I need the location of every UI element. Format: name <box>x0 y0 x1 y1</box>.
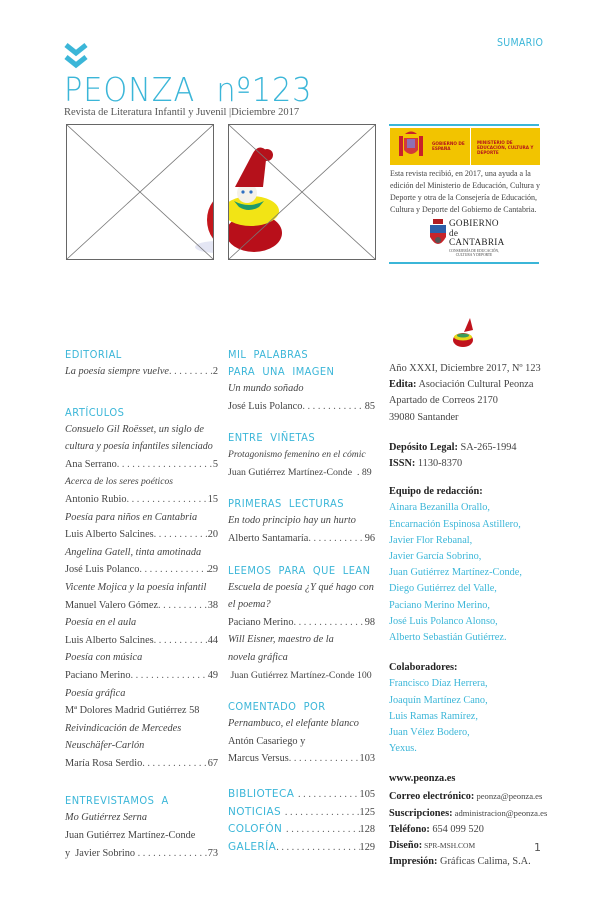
issue-line: Año XXXI, Diciembre 2017, Nº 123 <box>389 363 541 374</box>
heading-mil-palabras: MIL PALABRAS <box>228 348 309 361</box>
email-link[interactable]: peonza@peonza.es <box>474 790 543 801</box>
editor-name: Juan Gutiérrez Martínez-Conde, <box>389 567 522 579</box>
cantabria-sub2: CULTURA Y DEPORTE <box>455 253 493 258</box>
toc-entry[interactable]: Ana Serrano . . . 5 <box>65 456 218 474</box>
cantabria-line1: GOBIERNO <box>449 218 499 228</box>
section-label: SUMARIO <box>497 37 544 49</box>
collaborator-name: Luis Ramas Ramírez, <box>389 710 478 722</box>
editor-name: Alberto Sebastián Gutiérrez. <box>389 632 507 644</box>
image-placeholder-left <box>66 124 214 260</box>
gov-spain-banner <box>390 128 540 165</box>
colophon-info: Año XXXI, Diciembre 2017, Nº 123 Edita: Asociación Cultural Peonza Apartado de Correos 2170 39080 Santander Depósito Legal: SA-265-1994 ISSN: 1130-8370 Equipo de redacción: Ainara Bezanilla Orallo, Encarnación Espinosa Astillero, Javier Flor Rebanal, Javier García Sobrino, Juan Gutiérrez Martínez-Conde, Diego Gutiérrez del Valle, Paciano Merino Merino, José Luis Polanco Alonso, Alberto Sebastián Gutiérrez. Colaboradores: Francisco Díaz Herrera, Joaquín Martínez Cano, Luis Ramas Ramírez, Juan Vélez Bodero, Yexus. www.peonza.es Correo electrónico: peonza@peonza.es Suscripciones: administracion@peonza.es Teléfono: 654 099 520 Diseño: SPR-MSH.COM Impresión: Gráficas Calima, S.A. <box>389 361 579 871</box>
editor-name: Paciano Merino Merino, <box>389 599 490 611</box>
toc-entry[interactable]: Juan Gutiérrez Martínez-Conde . 89 <box>228 466 372 478</box>
toc-entry[interactable]: Marcus Versus . . . 103 <box>228 750 375 768</box>
cantabria-line2: de <box>449 227 459 238</box>
magazine-subtitle: Revista de Literatura Infantil y Juvenil |Diciembre 2017 <box>64 107 300 118</box>
toc-column-1: EDITORIAL La poesía siempre vuelve . . . 2 ARTÍCULOS Consuelo Gil Roësset, un siglo de cultura y poesía infantiles silenciado Ana Serrano . . . 5 Acerca de los seres poéticos Antonio Rubio . . . 15 Poesía para niños en Cantabria Luis Alberto Salcines . . . 20 Angelina Gatell, tinta amotinada José Luis Polanco . . . 29 Vicente Mojica y la poesía infantil Manuel Valero Gómez . . . 38 Poesía en el aula Luis Alberto Salcines . . . 44 Poesía con música Paciano Merino . . . 49 Poesía gráfica Mª Dolores Madrid Gutiérrez 58 Reivindicación de Mercedes Neuschäfer-Carlón María Rosa Serdio . . . 67 ENTREVISTAMOS A Mo Gutiérrez Serna Juan Gutiérrez Martínez-Conde y Javier Sobrino . . . 73 <box>65 346 218 862</box>
toc-section-noticias[interactable]: NOTICIAS . . . 125 <box>228 804 375 822</box>
toc-entry[interactable]: José Luis Polanco . . . 29 <box>65 561 218 579</box>
toc-entry[interactable]: y Javier Sobrino . . . 73 <box>65 845 218 863</box>
divider-top <box>389 124 539 126</box>
collaborator-name: Yexus. <box>389 743 417 755</box>
cantabria-logo <box>429 219 529 259</box>
collaborator-name: Juan Vélez Bodero, <box>389 727 470 739</box>
broken-image-icon <box>67 125 213 259</box>
toc-column-2: MIL PALABRAS PARA UNA IMAGEN Un mundo soñado José Luis Polanco . . . 85 ENTRE VIÑETAS Protagonismo femenino en el cómic Juan Gutiérrez Martínez-Conde . 89 PRIMERAS LECTURAS En todo principio hay un hurto Alberto Santamaría . . . 96 LEEMOS PARA QUE LEAN Escuela de poesía ¿Y qué hago con el poema? Paciano Merino . . . 98 Will Eisner, maestro de la novela gráfica Juan Gutiérrez Martínez-Conde 100 COMENTADO POR Pernambuco, el elefante blanco Antón Casariego y Marcus Versus . . . 103 BIBLIOTECA . . . 105 NOTICIAS . . . 125 COLOFÓN . . . 128 GALERÍA . . . 129 <box>228 346 375 856</box>
double-chevron-down-icon <box>63 42 89 70</box>
gov-spain-label: GOBIERNO DE ESPAÑA <box>432 141 465 151</box>
page-number: 1 <box>534 841 541 854</box>
editor-name: Ainara Bezanilla Orallo, <box>389 502 490 514</box>
collaborator-name: Joaquín Martínez Cano, <box>389 694 488 706</box>
toc-entry[interactable]: Mª Dolores Madrid Gutiérrez 58 <box>65 705 200 717</box>
toc-entry[interactable]: Luis Alberto Salcines . . . 20 <box>65 526 218 544</box>
cantabria-sub1: CONSEJERÍA DE EDUCACIÓN, <box>448 249 499 253</box>
toc-entry[interactable]: Paciano Merino . . . 49 <box>65 667 218 685</box>
toc-section-galeria[interactable]: GALERÍA . . . 129 <box>228 839 375 857</box>
toc-section-biblioteca[interactable]: BIBLIOTECA . . . 105 <box>228 786 375 804</box>
image-placeholder-right <box>228 124 376 260</box>
heading-entre-vinetas: ENTRE VIÑETAS <box>228 431 316 445</box>
subscriptions-email-link[interactable]: administracion@peonza.es <box>452 807 548 818</box>
heading-comentado: COMENTADO POR <box>228 700 326 714</box>
editor-name: Javier Flor Rebanal, <box>389 534 473 546</box>
cantabria-line3: CANTABRIA <box>449 237 505 248</box>
toc-section-colofon[interactable]: COLOFÓN . . . 128 <box>228 821 375 839</box>
editor-name: José Luis Polanco Alonso, <box>389 615 498 627</box>
heading-primeras-lecturas: PRIMERAS LECTURAS <box>228 497 345 511</box>
spinning-top-small-image <box>452 316 478 350</box>
magazine-title: PEONZA nº123 <box>64 70 313 109</box>
toc-entry[interactable]: Paciano Merino . . . 98 <box>228 614 375 632</box>
toc-entry[interactable]: María Rosa Serdio . . . 67 <box>65 755 218 773</box>
divider-bottom <box>389 262 539 264</box>
collaborator-name: Francisco Díaz Herrera, <box>389 678 488 690</box>
website-link[interactable]: www.peonza.es <box>389 773 456 785</box>
heading-articulos: ARTÍCULOS <box>65 405 125 419</box>
sponsor-text: Esta revista recibió, en 2017, una ayuda a la edición del Ministerio de Educación, Cultura y Deporte y otra de la Consejería de Educación, Cultura y Deporte del Gobierno de Cantabria. <box>390 169 540 214</box>
toc-entry[interactable]: La poesía siempre vuelve . . . 2 <box>65 363 218 381</box>
heading-leemos: LEEMOS PARA QUE LEAN <box>228 563 371 577</box>
editor-name: Encarnación Espinosa Astillero, <box>389 518 521 530</box>
heading-editorial: EDITORIAL <box>65 348 122 361</box>
toc-entry[interactable]: Alberto Santamaría . . . 96 <box>228 530 375 548</box>
toc-entry[interactable]: Manuel Valero Gómez . . . 38 <box>65 597 218 615</box>
toc-entry[interactable]: Luis Alberto Salcines . . . 44 <box>65 632 218 650</box>
heading-entrevistamos: ENTREVISTAMOS A <box>65 794 169 808</box>
toc-entry[interactable]: José Luis Polanco . . . 85 <box>228 398 375 416</box>
editor-name: Javier García Sobrino, <box>389 551 482 563</box>
editor-name: Diego Gutiérrez del Valle, <box>389 583 497 595</box>
ministry-label: MINISTERIO DE EDUCACIÓN, CULTURA Y DEPORTE <box>477 140 534 155</box>
spinning-top-doll-image <box>229 125 375 259</box>
toc-entry[interactable]: Antonio Rubio . . . 15 <box>65 491 218 509</box>
spain-coat-of-arms-icon <box>390 128 432 165</box>
toc-entry[interactable]: Juan Gutiérrez Martínez-Conde 100 <box>228 669 372 681</box>
cantabria-shield-icon <box>429 219 447 249</box>
